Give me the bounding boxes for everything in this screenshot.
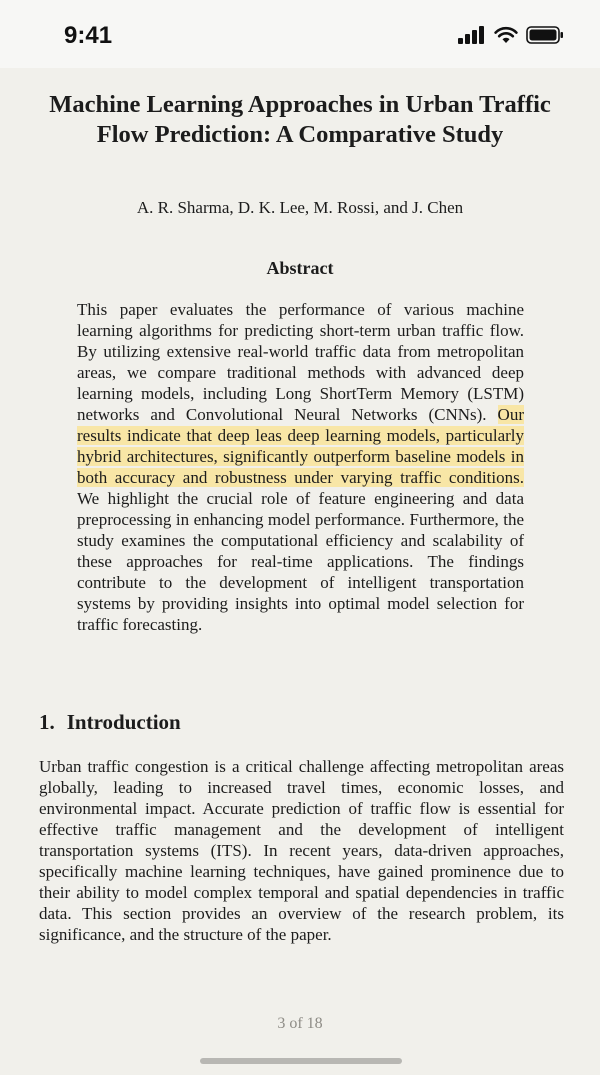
introduction-text: Urban traffic congestion is a critical challenge affecting metropolitan areas globally, leading to increased travel times, economic losses, and environmental impact. Accurate prediction of traffic flow is essential for effective traffic management and the development of intelligent transportation systems (ITS). In recent years, data-driven approaches, specifically machine learning techniques, have gained prominence due to their ability to model complex temporal and spatial dependencies in traffic data. This section provides an overview of the research problem, its significance, and the structure of the paper. (39, 757, 564, 944)
abstract-heading: Abstract (266, 258, 334, 278)
document-title: Machine Learning Approaches in Urban Traffic Flow Prediction: A Comparative Study (49, 91, 551, 148)
wifi-icon (494, 26, 518, 44)
section-heading (39, 709, 559, 735)
section-title: Introduction (66, 710, 181, 734)
abstract-text (77, 299, 524, 635)
document-page[interactable] (0, 68, 600, 1075)
battery-icon (526, 26, 564, 44)
document-authors: A. R. Sharma, D. K. Lee, M. Rossi, and J. Chen (136, 198, 464, 217)
cellular-signal-icon (458, 26, 486, 44)
section-number: 1. (39, 710, 55, 734)
highlighted-text[interactable]: Our results indicate that deep leas deep learning models, particularly hybrid architectures, significantly outperform baseline models in both accuracy and robustness under varying traffic conditions. (77, 405, 524, 487)
abstract-text-part: This paper evaluates the performance of various machine learning algorithms for predicting short-term urban traffic flow. By utilizing extensive real-world traffic data from metropolitan areas, we compare traditional methods with advanced deep learning models, including Long ShortTerm Memory (LSTM) networks and Convolutional Neural Networks (CNNs). (77, 300, 524, 424)
status-time: 9:41 (64, 22, 113, 49)
status-icons (458, 26, 564, 44)
home-indicator[interactable] (200, 1058, 402, 1064)
abstract-text-part: We highlight the crucial role of feature engineering and data preprocessing in enhancing model performance. Furthermore, the study examines the computational efficiency and scalability of these approaches for real-time applications. The findings contribute to the development of intelligent transportation systems by providing insights into optimal model selection for traffic forecasting. (77, 489, 524, 634)
status-bar (0, 0, 600, 68)
page-indicator: 3 of 18 (277, 1015, 323, 1032)
